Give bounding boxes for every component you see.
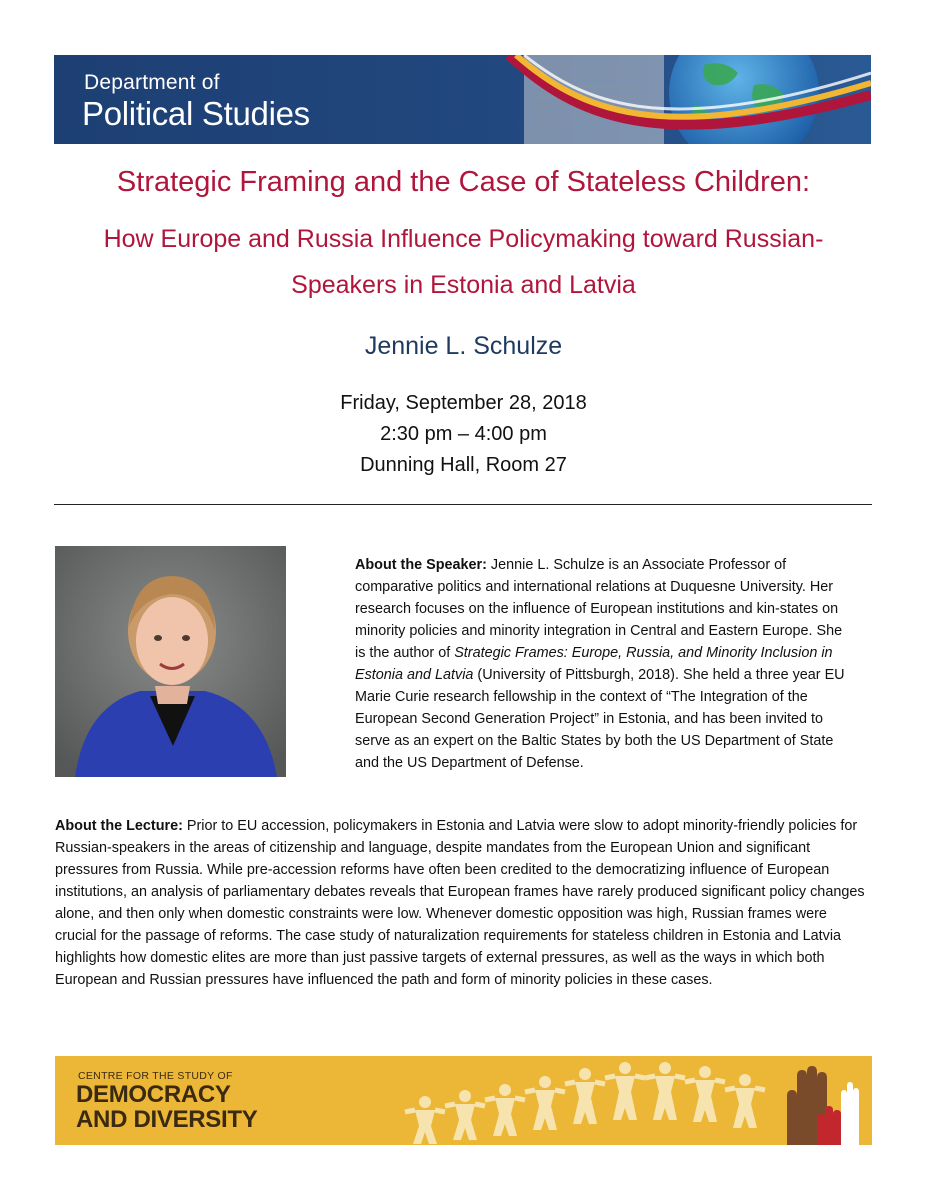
speaker-photo (55, 546, 286, 777)
about-lecture-text: Prior to EU accession, policymakers in Estonia and Latvia were slow to adopt minority-friendly policies for Russian-speakers in the areas of citizenship and language, despite mandates from the European Union and significant pressures from Russia. While pre-accession reforms have often been credited to the democratizing influence of European institutions, an analysis of parliamentary debates reveals that European frames have rarely produced significant policy changes alone, and then only when domestic constraints were low. Whenever domestic opposition was high, Russian frames were crucial for the passage of reforms. The case study of naturalization requirements for stateless children in Estonia and Latvia highlights how domestic elites are more than just passive targets of external pressures, as well as the ways in which both European and Russian pressures have influenced the path and form of minority policies in these cases. (55, 818, 865, 988)
event-date: Friday, September 28, 2018 (340, 392, 587, 414)
divider (54, 504, 872, 505)
about-speaker-text: Jennie L. Schulze is an Associate Professor of comparative politics and international relations at Duquesne University. Her research focuses on the influence of European institutions and kin-states on minority policies and minority integration in Central and Eastern Europe. She is the author of (355, 557, 843, 661)
department-banner (54, 55, 871, 144)
event-title: Strategic Framing and the Case of Stateless Children: (116, 166, 811, 198)
about-speaker (355, 554, 855, 774)
speaker-name: Jennie L. Schulze (364, 332, 563, 360)
event-subtitle (0, 216, 927, 308)
paper-dolls-graphic (405, 1062, 765, 1144)
event-subtitle-line1: How Europe and Russia Influence Policymaking toward Russian- (103, 225, 824, 253)
about-lecture (55, 815, 870, 991)
about-speaker-text-cont: (University of Pittsburgh, 2018). She held a three year EU Marie Curie research fellowship in the context of “The Integration of the European Second Generation Project” in Estonia, and has been invited to serve as an expert on the Baltic States by both the US Department of State and the US Department of Defense. (355, 667, 845, 771)
centre-name (76, 1082, 257, 1132)
centre-label: CENTRE FOR THE STUDY OF (78, 1070, 233, 1082)
department-name: Political Studies (82, 95, 310, 132)
raised-hands-graphic (787, 1066, 859, 1145)
centre-banner (55, 1056, 872, 1145)
event-time: 2:30 pm – 4:00 pm (380, 423, 547, 445)
centre-name-line1: DEMOCRACY (76, 1081, 231, 1108)
event-subtitle-line2: Speakers in Estonia and Latvia (291, 271, 636, 299)
about-speaker-label: About the Speaker: (355, 557, 487, 573)
book-title: Strategic Frames: Europe, Russia, and Minority Inclusion in Estonia and Latvia (355, 645, 833, 683)
about-lecture-label: About the Lecture: (55, 818, 183, 834)
department-label: Department of (84, 71, 220, 94)
event-location: Dunning Hall, Room 27 (360, 454, 567, 476)
centre-name-line2: AND DIVERSITY (76, 1106, 258, 1133)
event-details (0, 388, 927, 481)
